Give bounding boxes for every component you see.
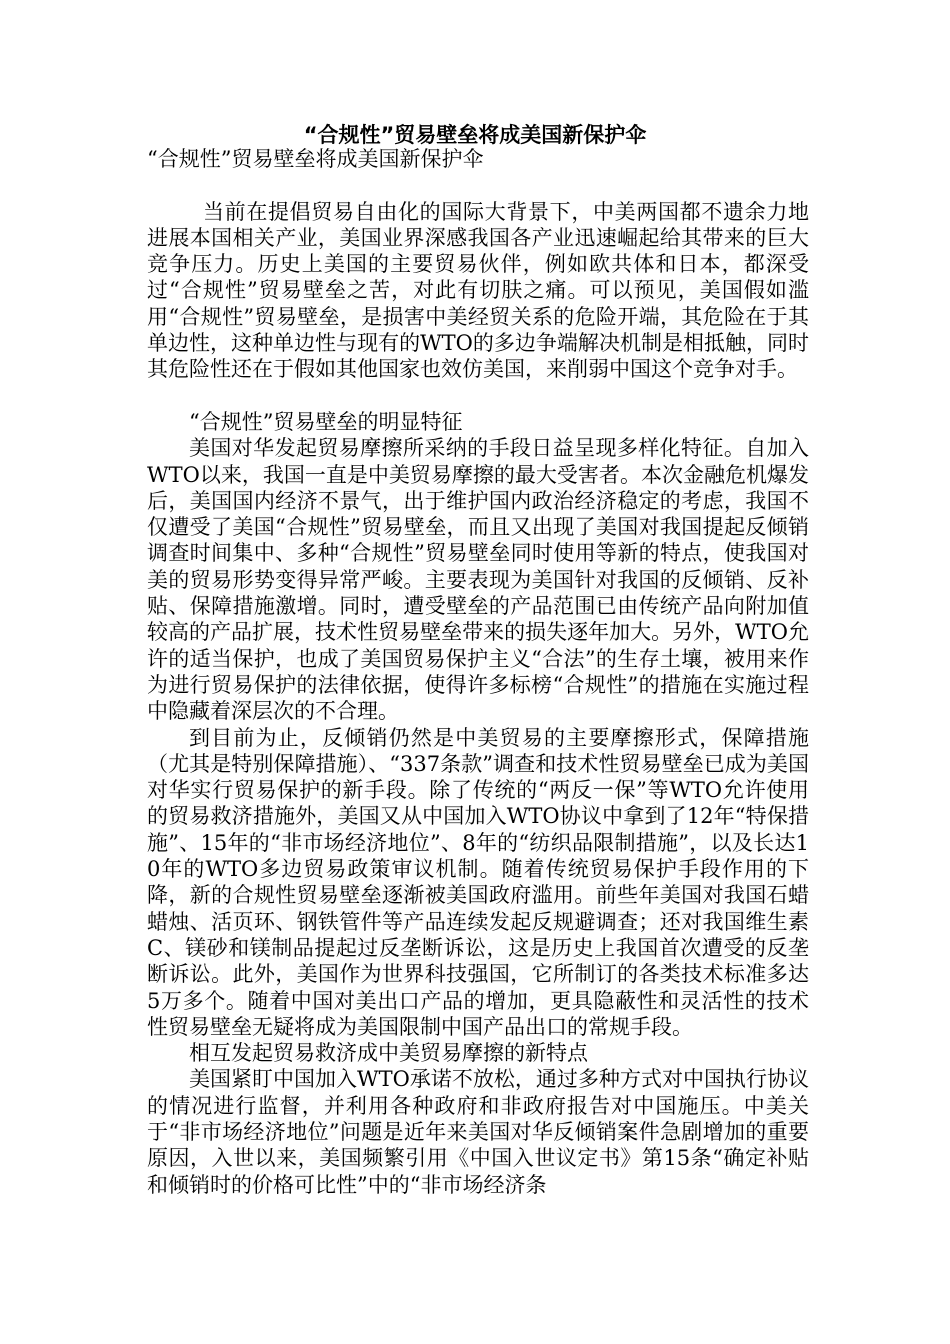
blank-line — [147, 172, 809, 198]
paragraph-anti-dumping: 到目前为止，反倾销仍然是中美贸易的主要摩擦形式，保障措施（尤其是特别保障措施）、“337条款”调查和技术性贸易壁垒已成为美国对华实行贸易保护的新手段。除了传统的“两反一保”等WTO允许使用的贸易救济措施外，美国又从中国加入WTO协议中拿到了12年“特保措施”、15年的“非市场经济地位”、8年的“纺织品限制措施”，以及长达10年的WTO多边贸易政策审议机制。随着传统贸易保护手段作用的下降，新的合规性贸易壁垒逐渐被美国政府滥用。前些年美国对我国石蜡蜡烛、活页环、钢铁管件等产品连续发起反规避调查；还对我国维生素C、镁砂和镁制品提起过反垄断诉讼，这是历史上我国首次遭受的反垄断诉讼。此外，美国作为世界科技强国，它所制订的各类技术标准多达5万多个。随着中国对美出口产品的增加，更具隐蔽性和灵活性的技术性贸易壁垒无疑将成为美国限制中国产品出口的常规手段。 — [147, 725, 809, 1039]
paragraph-intro: 当前在提倡贸易自由化的国际大背景下，中美两国都不遗余力地进展本国相关产业，美国业界深感我国各产业迅速崛起给其带来的巨大竞争压力。历史上美国的主要贸易伙伴，例如欧共体和日本，都深受过“合规性”贸易壁垒之苦，对此有切肤之痛。可以预见，美国假如滥用“合规性”贸易壁垒，是损害中美经贸关系的危险开端，其危险在于其单边性，这种单边性与现有的WTO的多边争端解决机制是相抵触，同时其危险性还在于假如其他国家也效仿美国，来削弱中国这个竞争对手。 — [147, 199, 809, 382]
section-heading-trade-remedies: 相互发起贸易救济成中美贸易摩擦的新特点 — [189, 1041, 588, 1066]
blank-line — [147, 383, 809, 409]
paragraph-features: 美国对华发起贸易摩擦所采纳的手段日益呈现多样化特征。自加入WTO以来，我国一直是中美贸易摩擦的最大受害者。本次金融危机爆发后，美国国内经济不景气，出于维护国内政治经济稳定的考虑，我国不仅遭受了美国“合规性”贸易壁垒，而且又出现了美国对我国提起反倾销调查时间集中、多种“合规性”贸易壁垒同时使用等新的特点，使我国对美的贸易形势变得异常严峻。主要表现为美国针对我国的反倾销、反补贴、保障措施激增。同时，遭受壁垒的产品范围已由传统产品向附加值较高的产品扩展，技术性贸易壁垒带来的损失逐年加大。另外，WTO允许的适当保护，也成了美国贸易保护主义“合法”的生存土壤，被用来作为进行贸易保护的法律依据，使得许多标榜“合规性”的措施在实施过程中隐藏着深层次的不合理。 — [147, 436, 809, 724]
document-body — [147, 146, 809, 1198]
document-title: “合规性”贸易壁垒将成美国新保护伞 — [303, 123, 647, 147]
paragraph-wto-commitments: 美国紧盯中国加入WTO承诺不放松，通过多种方式对中国执行协议的情况进行监督，并利用各种政府和非政府报告对中国施压。中美关于“非市场经济地位”问题是近年来美国对华反倾销案件急剧增加的重要原因，入世以来，美国频繁引用《中国入世议定书》第15条“确定补贴和倾销时的价格可比性”中的“非市场经济条 — [147, 1067, 809, 1197]
document-subtitle: “合规性”贸易壁垒将成美国新保护伞 — [147, 147, 484, 171]
section-heading-features: “合规性”贸易壁垒的明显特征 — [189, 409, 463, 434]
